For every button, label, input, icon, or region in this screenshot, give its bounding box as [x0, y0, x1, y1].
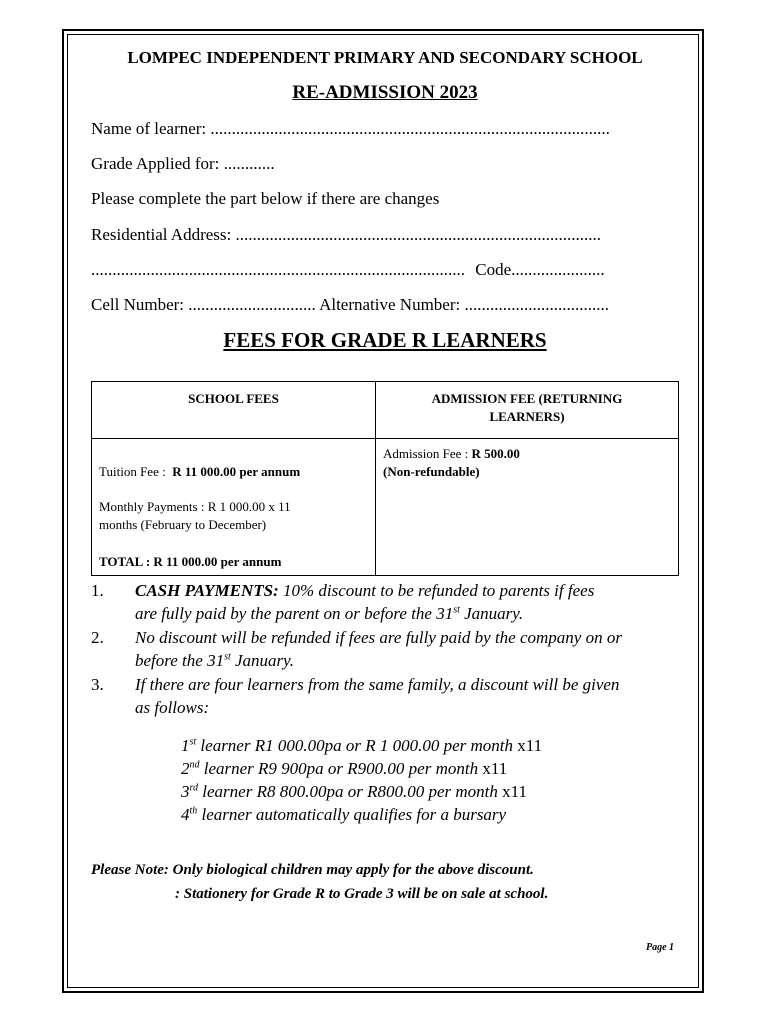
address-dots: ...................................................................................... [235, 225, 601, 244]
form-title: RE-ADMISSION 2023 [292, 82, 478, 103]
learner-discount-row: 3rd learner R8 800.00pa or R800.00 per month x11 [181, 782, 527, 801]
address-line2 [91, 260, 605, 280]
learner-discount-row: 4th learner automatically qualifies for a bursary [181, 805, 507, 824]
admission-note: (Non-refundable) [383, 464, 480, 479]
page-number: Page 1 [646, 942, 675, 953]
school-fees-cell [92, 439, 376, 576]
list-item: 1. CASH PAYMENTS: 10% discount to be refunded to parents if fees are fully paid by the parent on or before the 31st January. [91, 581, 595, 623]
address-line2-dots: ........................................................................................ [91, 260, 465, 279]
admission-fee: Admission Fee : R 500.00 [383, 446, 520, 461]
monthly-payments-line1: Monthly Payments : R 1 000.00 x 11 [99, 499, 291, 514]
list-item: 2. No discount will be refunded if fees are fully paid by the company on or before the 31st January. [91, 628, 622, 670]
alt-dots: .................................. [464, 295, 609, 314]
phone-field [91, 295, 609, 315]
list-item: 3. If there are four learners from the same family, a discount will be given as follows: [91, 675, 620, 717]
fees-table [91, 381, 679, 576]
learner-discount-row: 1st learner R1 000.00pa or R 1 000.00 per month x11 [181, 736, 543, 755]
discount-list [91, 579, 691, 720]
grade-label: Grade Applied for: [91, 154, 220, 173]
code-label: Code [475, 260, 512, 279]
learner-discount-row: 2nd learner R9 900pa or R900.00 per month x11 [181, 759, 508, 778]
please-note [91, 858, 548, 906]
admission-fee-header: ADMISSION FEE (RETURNING LEARNERS) [376, 382, 679, 439]
name-label: Name of learner: [91, 119, 207, 138]
total-fee: TOTAL : R 11 000.00 per annum [99, 554, 282, 569]
name-dots: .............................................................................................. [210, 119, 610, 138]
instruction-text: Please complete the part below if there are changes [91, 189, 440, 208]
school-fees-header: SCHOOL FEES [92, 382, 376, 439]
note-line2: : Stationery for Grade R to Grade 3 will be on sale at school. [175, 886, 549, 902]
address-field [91, 225, 601, 245]
address-label: Residential Address: [91, 225, 232, 244]
grade-field [91, 154, 275, 174]
school-name: LOMPEC INDEPENDENT PRIMARY AND SECONDARY SCHOOL [127, 48, 643, 67]
cell-label: Cell Number: [91, 295, 185, 314]
alt-label: Alternative Number: [319, 295, 461, 314]
tuition-fee: Tuition Fee : R 11 000.00 per annum [99, 464, 301, 479]
note-line1: Please Note: Only biological children may apply for the above discount. [91, 862, 534, 878]
admission-fee-cell [376, 439, 679, 576]
learner-discounts [181, 734, 542, 826]
grade-dots: ............ [223, 154, 275, 173]
cell-dots: .............................. [188, 295, 316, 314]
name-field [91, 119, 610, 139]
fees-heading: FEES FOR GRADE R LEARNERS [223, 328, 547, 352]
monthly-payments-line2: months (February to December) [99, 517, 267, 532]
code-dots: ...................... [511, 260, 605, 279]
